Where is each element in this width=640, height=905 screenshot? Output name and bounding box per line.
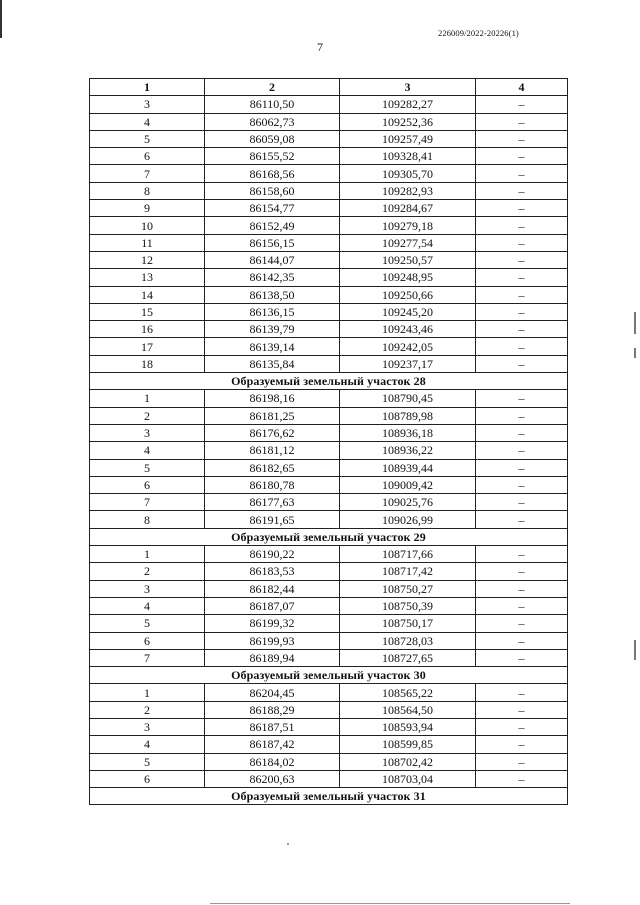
table-row	[90, 684, 568, 701]
x-coordinate-cell: 86139,14	[205, 338, 340, 355]
x-coordinate-cell: 86188,29	[205, 701, 340, 718]
y-coordinate-cell: 108593,94	[340, 718, 476, 735]
table-row	[90, 736, 568, 753]
point-number-cell: 5	[90, 130, 205, 147]
y-coordinate-cell: 109305,70	[340, 165, 476, 182]
point-number-cell: 2	[90, 701, 205, 718]
note-cell: –	[476, 355, 568, 372]
note-cell: –	[476, 234, 568, 251]
x-coordinate-cell: 86142,35	[205, 269, 340, 286]
section-row	[90, 788, 568, 805]
y-coordinate-cell: 109328,41	[340, 148, 476, 165]
y-coordinate-cell: 108728,03	[340, 632, 476, 649]
y-coordinate-cell: 109245,20	[340, 303, 476, 320]
y-coordinate-cell: 108936,18	[340, 424, 476, 441]
x-coordinate-cell: 86059,08	[205, 130, 340, 147]
y-coordinate-cell: 109282,93	[340, 182, 476, 199]
table-row	[90, 234, 568, 251]
note-cell: –	[476, 494, 568, 511]
point-number-cell: 5	[90, 615, 205, 632]
point-number-cell: 6	[90, 632, 205, 649]
y-coordinate-cell: 108750,17	[340, 615, 476, 632]
note-cell: –	[476, 632, 568, 649]
note-cell: –	[476, 251, 568, 268]
point-number-cell: 4	[90, 597, 205, 614]
point-number-cell: 8	[90, 182, 205, 199]
note-cell: –	[476, 753, 568, 770]
y-coordinate-cell: 108790,45	[340, 390, 476, 407]
table-row	[90, 597, 568, 614]
point-number-cell: 13	[90, 269, 205, 286]
table-row	[90, 632, 568, 649]
y-coordinate-cell: 108717,66	[340, 546, 476, 563]
note-cell: –	[476, 459, 568, 476]
note-cell: –	[476, 736, 568, 753]
note-cell: –	[476, 649, 568, 666]
note-cell: –	[476, 130, 568, 147]
table-row	[90, 200, 568, 217]
x-coordinate-cell: 86154,77	[205, 200, 340, 217]
table-row	[90, 182, 568, 199]
note-cell: –	[476, 200, 568, 217]
x-coordinate-cell: 86182,44	[205, 580, 340, 597]
note-cell: –	[476, 442, 568, 459]
column-header: 4	[476, 79, 568, 96]
x-coordinate-cell: 86062,73	[205, 113, 340, 130]
x-coordinate-cell: 86110,50	[205, 96, 340, 113]
y-coordinate-cell: 109250,66	[340, 286, 476, 303]
x-coordinate-cell: 86200,63	[205, 770, 340, 787]
table-row	[90, 303, 568, 320]
point-number-cell: 3	[90, 96, 205, 113]
column-header: 3	[340, 79, 476, 96]
point-number-cell: 1	[90, 546, 205, 563]
page-number: 7	[317, 40, 323, 54]
y-coordinate-cell: 109248,95	[340, 269, 476, 286]
y-coordinate-cell: 108727,65	[340, 649, 476, 666]
point-number-cell: 14	[90, 286, 205, 303]
y-coordinate-cell: 108564,50	[340, 701, 476, 718]
y-coordinate-cell: 109252,36	[340, 113, 476, 130]
section-row	[90, 373, 568, 390]
x-coordinate-cell: 86181,25	[205, 407, 340, 424]
point-number-cell: 7	[90, 165, 205, 182]
note-cell: –	[476, 701, 568, 718]
y-coordinate-cell: 108750,27	[340, 580, 476, 597]
note-cell: –	[476, 303, 568, 320]
point-number-cell: 4	[90, 113, 205, 130]
x-coordinate-cell: 86183,53	[205, 563, 340, 580]
point-number-cell: 7	[90, 649, 205, 666]
table-row	[90, 217, 568, 234]
x-coordinate-cell: 86190,22	[205, 546, 340, 563]
note-cell: –	[476, 407, 568, 424]
y-coordinate-cell: 108936,22	[340, 442, 476, 459]
section-title: Образуемый земельный участок 28	[90, 373, 568, 390]
note-cell: –	[476, 148, 568, 165]
table-row	[90, 770, 568, 787]
y-coordinate-cell: 109282,27	[340, 96, 476, 113]
x-coordinate-cell: 86191,65	[205, 511, 340, 528]
point-number-cell: 6	[90, 476, 205, 493]
y-coordinate-cell: 109250,57	[340, 251, 476, 268]
x-coordinate-cell: 86176,62	[205, 424, 340, 441]
table-row	[90, 511, 568, 528]
note-cell: –	[476, 597, 568, 614]
note-cell: –	[476, 165, 568, 182]
note-cell: –	[476, 269, 568, 286]
note-cell: –	[476, 546, 568, 563]
point-number-cell: 4	[90, 736, 205, 753]
note-cell: –	[476, 580, 568, 597]
table-row	[90, 338, 568, 355]
table-row	[90, 407, 568, 424]
document-id: 226009/2022-20226(1)	[438, 28, 519, 38]
x-coordinate-cell: 86155,52	[205, 148, 340, 165]
x-coordinate-cell: 86184,02	[205, 753, 340, 770]
point-number-cell: 6	[90, 148, 205, 165]
point-number-cell: 17	[90, 338, 205, 355]
y-coordinate-cell: 108565,22	[340, 684, 476, 701]
x-coordinate-cell: 86158,60	[205, 182, 340, 199]
table-row	[90, 390, 568, 407]
point-number-cell: 4	[90, 442, 205, 459]
table-row	[90, 165, 568, 182]
note-cell: –	[476, 113, 568, 130]
table-row	[90, 442, 568, 459]
x-coordinate-cell: 86138,50	[205, 286, 340, 303]
point-number-cell: 3	[90, 580, 205, 597]
x-coordinate-cell: 86189,94	[205, 649, 340, 666]
x-coordinate-cell: 86199,32	[205, 615, 340, 632]
section-row	[90, 528, 568, 545]
x-coordinate-cell: 86136,15	[205, 303, 340, 320]
scan-edge-mark	[634, 640, 636, 660]
section-title: Образуемый земельный участок 31	[90, 788, 568, 805]
note-cell: –	[476, 217, 568, 234]
y-coordinate-cell: 109257,49	[340, 130, 476, 147]
x-coordinate-cell: 86187,51	[205, 718, 340, 735]
table-row	[90, 718, 568, 735]
point-number-cell: 12	[90, 251, 205, 268]
x-coordinate-cell: 86182,65	[205, 459, 340, 476]
x-coordinate-cell: 86177,63	[205, 494, 340, 511]
column-header: 2	[205, 79, 340, 96]
x-coordinate-cell: 86144,07	[205, 251, 340, 268]
y-coordinate-cell: 109242,05	[340, 338, 476, 355]
note-cell: –	[476, 338, 568, 355]
y-coordinate-cell: 109284,67	[340, 200, 476, 217]
table-header-row	[90, 79, 568, 96]
x-coordinate-cell: 86168,56	[205, 165, 340, 182]
y-coordinate-cell: 108717,42	[340, 563, 476, 580]
table-row	[90, 130, 568, 147]
table-row	[90, 424, 568, 441]
x-coordinate-cell: 86135,84	[205, 355, 340, 372]
footer-rule	[210, 903, 570, 904]
table-row	[90, 753, 568, 770]
scan-edge-mark	[0, 0, 2, 38]
x-coordinate-cell: 86180,78	[205, 476, 340, 493]
point-number-cell: 1	[90, 390, 205, 407]
y-coordinate-cell: 108939,44	[340, 459, 476, 476]
x-coordinate-cell: 86198,16	[205, 390, 340, 407]
note-cell: –	[476, 615, 568, 632]
note-cell: –	[476, 511, 568, 528]
y-coordinate-cell: 109237,17	[340, 355, 476, 372]
note-cell: –	[476, 718, 568, 735]
x-coordinate-cell: 86156,15	[205, 234, 340, 251]
note-cell: –	[476, 424, 568, 441]
table-row	[90, 321, 568, 338]
table-row	[90, 355, 568, 372]
point-number-cell: 6	[90, 770, 205, 787]
point-number-cell: 7	[90, 494, 205, 511]
note-cell: –	[476, 96, 568, 113]
point-number-cell: 18	[90, 355, 205, 372]
point-number-cell: 3	[90, 424, 205, 441]
point-number-cell: 2	[90, 563, 205, 580]
point-number-cell: 15	[90, 303, 205, 320]
y-coordinate-cell: 109025,76	[340, 494, 476, 511]
scan-edge-mark	[634, 348, 636, 358]
y-coordinate-cell: 109243,46	[340, 321, 476, 338]
x-coordinate-cell: 86152,49	[205, 217, 340, 234]
table-row	[90, 148, 568, 165]
point-number-cell: 11	[90, 234, 205, 251]
point-number-cell: 16	[90, 321, 205, 338]
coordinates-table-body	[90, 79, 568, 805]
y-coordinate-cell: 108703,04	[340, 770, 476, 787]
table-row	[90, 615, 568, 632]
y-coordinate-cell: 109026,99	[340, 511, 476, 528]
table-row	[90, 546, 568, 563]
note-cell: –	[476, 770, 568, 787]
table-row	[90, 649, 568, 666]
coordinates-table	[89, 78, 568, 805]
point-number-cell: 5	[90, 459, 205, 476]
scan-edge-mark	[634, 312, 636, 334]
note-cell: –	[476, 286, 568, 303]
scan-speck	[287, 843, 289, 845]
point-number-cell: 3	[90, 718, 205, 735]
x-coordinate-cell: 86204,45	[205, 684, 340, 701]
x-coordinate-cell: 86181,12	[205, 442, 340, 459]
note-cell: –	[476, 476, 568, 493]
point-number-cell: 10	[90, 217, 205, 234]
point-number-cell: 2	[90, 407, 205, 424]
section-title: Образуемый земельный участок 30	[90, 667, 568, 684]
y-coordinate-cell: 108599,85	[340, 736, 476, 753]
table-row	[90, 113, 568, 130]
table-row	[90, 563, 568, 580]
x-coordinate-cell: 86187,42	[205, 736, 340, 753]
column-header: 1	[90, 79, 205, 96]
note-cell: –	[476, 321, 568, 338]
note-cell: –	[476, 390, 568, 407]
x-coordinate-cell: 86199,93	[205, 632, 340, 649]
y-coordinate-cell: 109277,54	[340, 234, 476, 251]
x-coordinate-cell: 86139,79	[205, 321, 340, 338]
point-number-cell: 9	[90, 200, 205, 217]
y-coordinate-cell: 108750,39	[340, 597, 476, 614]
table-row	[90, 269, 568, 286]
table-row	[90, 494, 568, 511]
point-number-cell: 8	[90, 511, 205, 528]
point-number-cell: 1	[90, 684, 205, 701]
x-coordinate-cell: 86187,07	[205, 597, 340, 614]
table-row	[90, 286, 568, 303]
y-coordinate-cell: 108702,42	[340, 753, 476, 770]
point-number-cell: 5	[90, 753, 205, 770]
note-cell: –	[476, 684, 568, 701]
table-row	[90, 476, 568, 493]
y-coordinate-cell: 109279,18	[340, 217, 476, 234]
note-cell: –	[476, 563, 568, 580]
table-row	[90, 701, 568, 718]
table-row	[90, 459, 568, 476]
y-coordinate-cell: 109009,42	[340, 476, 476, 493]
table-row	[90, 251, 568, 268]
table-row	[90, 580, 568, 597]
section-row	[90, 667, 568, 684]
y-coordinate-cell: 108789,98	[340, 407, 476, 424]
table-row	[90, 96, 568, 113]
section-title: Образуемый земельный участок 29	[90, 528, 568, 545]
note-cell: –	[476, 182, 568, 199]
